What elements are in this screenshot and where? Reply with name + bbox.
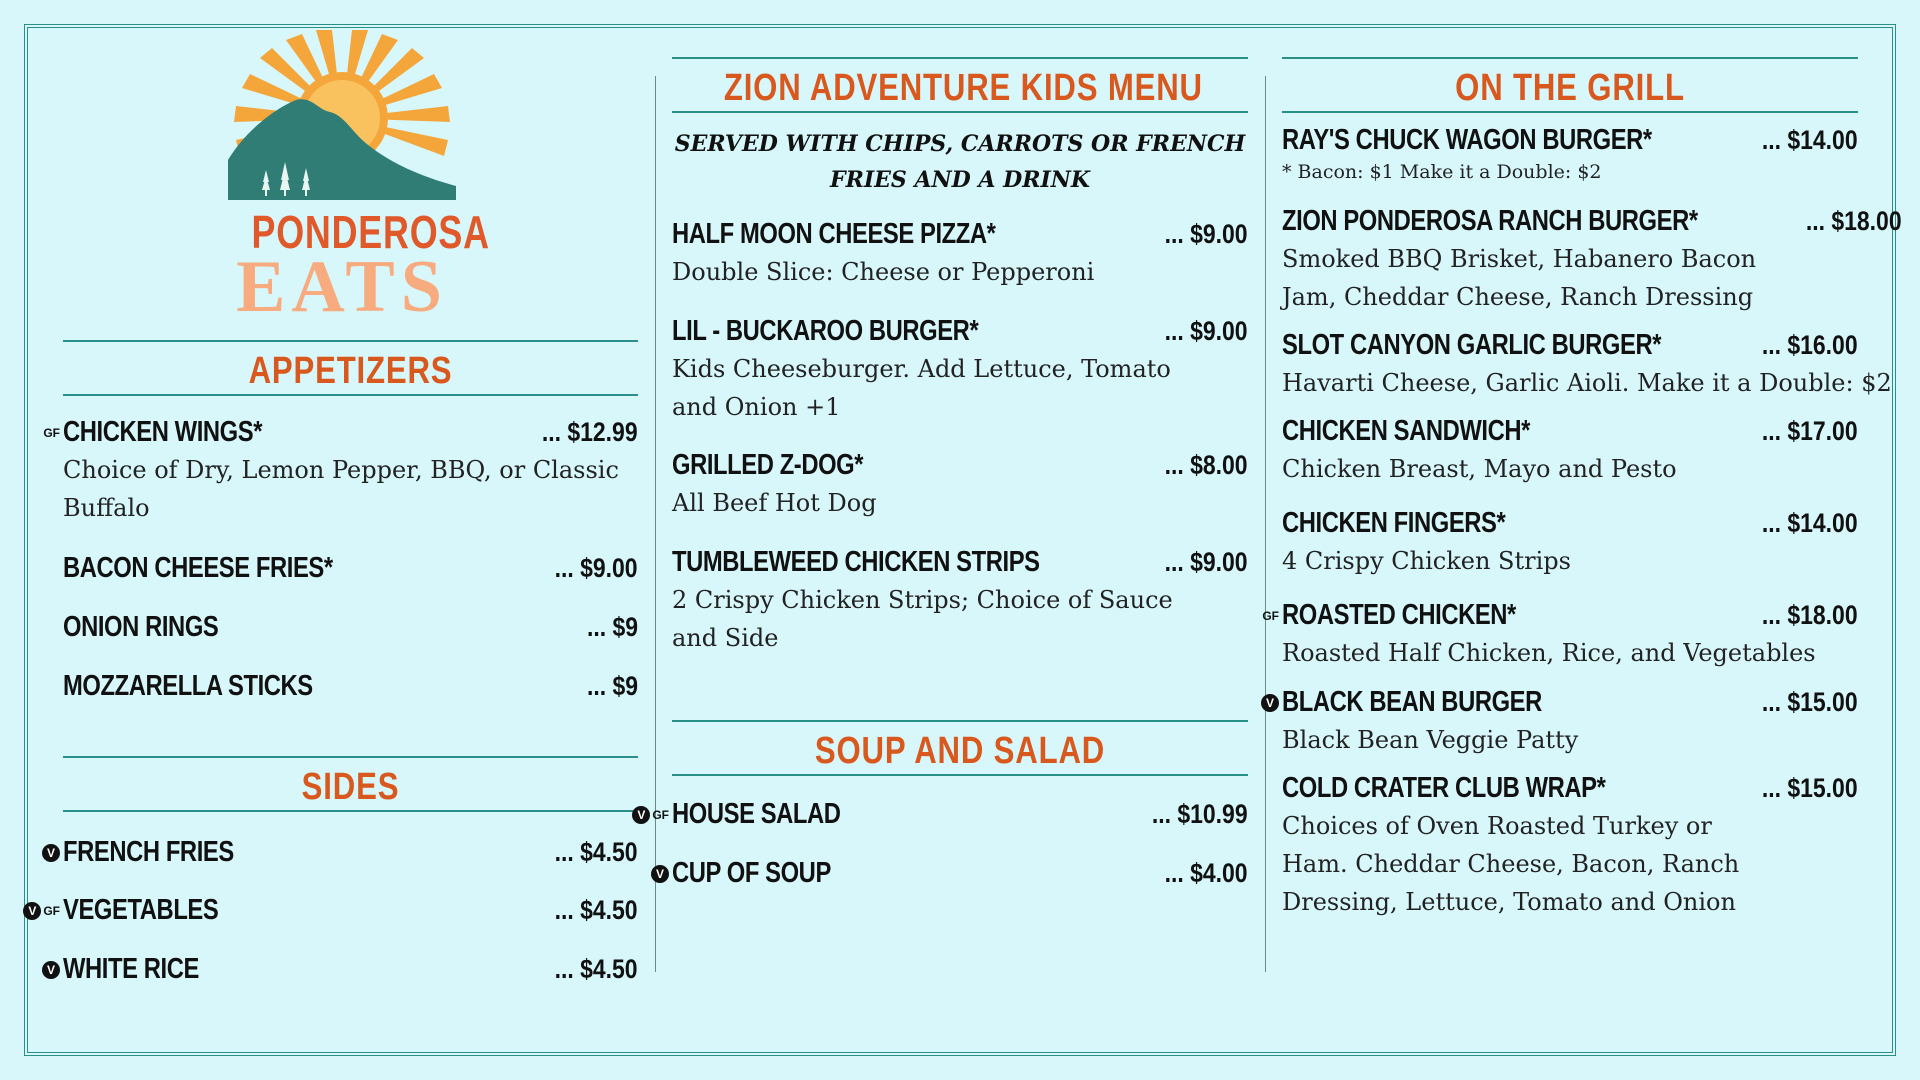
item-description: Kids Cheeseburger. Add Lettuce, Tomato and Onion +1 xyxy=(672,355,1171,421)
item-price: ... $4.50 xyxy=(555,954,638,984)
appetizer-item xyxy=(63,552,638,585)
dietary-tags xyxy=(42,961,60,979)
vegetarian-icon: V xyxy=(632,806,650,824)
kids-item xyxy=(672,218,1248,291)
kids-item xyxy=(672,315,1248,426)
gluten-free-tag: GF xyxy=(1262,608,1279,623)
grill-item xyxy=(1282,124,1858,183)
item-name: ONION RINGS xyxy=(63,611,219,643)
divider xyxy=(63,756,638,758)
item-name: FRENCH FRIES xyxy=(63,836,234,868)
soup-salad-item xyxy=(655,857,1248,890)
soup-salad-item xyxy=(637,798,1248,831)
item-description: Havarti Cheese, Garlic Aioli. Make it a Double: $2 xyxy=(1282,369,1892,397)
item-note: * Bacon: $1 Make it a Double: $2 xyxy=(1282,161,1602,183)
item-name: MOZZARELLA STICKS xyxy=(63,670,313,702)
logo-text-eats: EATS xyxy=(236,246,448,328)
vegetarian-icon: V xyxy=(42,961,60,979)
item-price: ... $17.00 xyxy=(1762,416,1858,446)
item-name: TUMBLEWEED CHICKEN STRIPS xyxy=(672,546,1040,578)
divider xyxy=(63,810,638,812)
divider xyxy=(672,774,1248,776)
vegetarian-icon: V xyxy=(651,865,669,883)
item-name: COLD CRATER CLUB WRAP* xyxy=(1282,772,1606,804)
item-description: Choice of Dry, Lemon Pepper, BBQ, or Classic Buffalo xyxy=(63,456,619,522)
item-price: ... $8.00 xyxy=(1165,450,1248,480)
sun-mountain-icon xyxy=(226,30,458,210)
item-price: ... $4.50 xyxy=(555,837,638,867)
item-price: ... $10.99 xyxy=(1152,799,1248,829)
grill-item xyxy=(1265,686,1858,759)
vegetarian-icon: V xyxy=(1261,694,1279,712)
ponderosa-eats-logo xyxy=(226,30,490,328)
appetizer-item xyxy=(43,416,638,527)
item-price: ... $12.99 xyxy=(542,417,638,447)
divider xyxy=(672,111,1248,113)
item-price: ... $15.00 xyxy=(1762,773,1858,803)
grill-item xyxy=(1282,772,1858,921)
item-name: RAY'S CHUCK WAGON BURGER* xyxy=(1282,124,1652,156)
grill-item xyxy=(1262,599,1858,672)
item-price: ... $9.00 xyxy=(1165,547,1248,577)
item-price: ... $15.00 xyxy=(1762,687,1858,717)
divider xyxy=(1282,57,1858,59)
item-name: BLACK BEAN BURGER xyxy=(1282,686,1542,718)
soup-salad-section xyxy=(672,720,1248,776)
item-price: ... $9.00 xyxy=(555,553,638,583)
vegetarian-icon: V xyxy=(42,844,60,862)
kids-menu-section xyxy=(672,57,1248,113)
grill-item xyxy=(1282,205,1902,316)
gluten-free-tag: GF xyxy=(652,807,669,822)
item-price: ... $4.50 xyxy=(555,895,638,925)
item-price: ... $9.00 xyxy=(1165,219,1248,249)
appetizer-item xyxy=(63,670,638,703)
item-name: CHICKEN WINGS* xyxy=(63,416,263,448)
item-price: ... $18.00 xyxy=(1762,600,1858,630)
item-description: Choices of Oven Roasted Turkey or Ham. Cheddar Cheese, Bacon, Ranch Dressing, Lettuce, Tomato and Onion xyxy=(1282,812,1740,916)
item-name: HOUSE SALAD xyxy=(672,798,841,830)
item-description: All Beef Hot Dog xyxy=(672,489,877,517)
item-price: ... $14.00 xyxy=(1762,125,1858,155)
column-divider-1 xyxy=(655,76,656,972)
item-description: Smoked BBQ Brisket, Habanero Bacon Jam, Cheddar Cheese, Ranch Dressing xyxy=(1282,245,1757,311)
column-divider-2 xyxy=(1265,76,1266,972)
item-name: HALF MOON CHEESE PIZZA* xyxy=(672,218,996,250)
appetizer-item xyxy=(63,611,638,644)
divider xyxy=(63,340,638,342)
grill-item xyxy=(1282,415,1858,488)
item-description: Black Bean Veggie Patty xyxy=(1282,726,1579,754)
section-title-grill: ON THE GRILL xyxy=(1455,67,1685,109)
item-name: BACON CHEESE FRIES* xyxy=(63,552,333,584)
item-name: LIL - BUCKAROO BURGER* xyxy=(672,315,979,347)
item-price: ... $9 xyxy=(586,612,638,642)
kids-menu-subtitle: SERVED WITH CHIPS, CARROTS OR FRENCH FRIES AND A DRINK xyxy=(674,131,1246,193)
grill-section xyxy=(1282,57,1858,113)
appetizers-section xyxy=(63,340,638,396)
item-price: ... $9 xyxy=(586,671,638,701)
item-description: 4 Crispy Chicken Strips xyxy=(1282,547,1571,575)
dietary-tags xyxy=(23,902,60,920)
section-title-soup-salad: SOUP AND SALAD xyxy=(814,730,1106,772)
vegetarian-icon: V xyxy=(23,902,41,920)
item-name: SLOT CANYON GARLIC BURGER* xyxy=(1282,329,1662,361)
divider xyxy=(672,57,1248,59)
gluten-free-tag: GF xyxy=(43,903,60,918)
item-name: VEGETABLES xyxy=(63,894,219,926)
item-name: WHITE RICE xyxy=(63,953,199,985)
item-name: GRILLED Z-DOG* xyxy=(672,449,864,481)
side-item xyxy=(46,953,638,986)
item-description: 2 Crispy Chicken Strips; Choice of Sauce and Side xyxy=(672,586,1173,652)
item-name: CHICKEN FINGERS* xyxy=(1282,507,1506,539)
kids-item xyxy=(672,546,1248,657)
divider xyxy=(1282,111,1858,113)
kids-item xyxy=(672,449,1248,522)
item-description: Chicken Breast, Mayo and Pesto xyxy=(1282,455,1677,483)
item-name: CUP OF SOUP xyxy=(672,857,831,889)
item-price: ... $14.00 xyxy=(1762,508,1858,538)
item-description: Roasted Half Chicken, Rice, and Vegetables xyxy=(1282,639,1816,667)
item-price: ... $9.00 xyxy=(1165,316,1248,346)
item-price: ... $4.00 xyxy=(1165,858,1248,888)
dietary-tags xyxy=(42,844,60,862)
section-title-kids-menu: ZION ADVENTURE KIDS MENU xyxy=(723,67,1203,109)
side-item xyxy=(28,894,638,927)
dietary-tags xyxy=(43,426,60,440)
gluten-free-tag: GF xyxy=(43,425,60,440)
grill-item xyxy=(1282,329,1892,402)
section-title-appetizers: APPETIZERS xyxy=(248,350,453,392)
logo-text-ponderosa: PONDEROSA xyxy=(251,206,490,258)
grill-item xyxy=(1282,507,1858,580)
dietary-tags xyxy=(1261,694,1279,712)
item-description: Double Slice: Cheese or Pepperoni xyxy=(672,258,1095,286)
item-name: ZION PONDEROSA RANCH BURGER* xyxy=(1282,205,1698,237)
item-price: ... $16.00 xyxy=(1762,330,1858,360)
dietary-tags xyxy=(1262,609,1279,623)
section-title-sides: SIDES xyxy=(301,766,400,808)
item-name: CHICKEN SANDWICH* xyxy=(1282,415,1531,447)
dietary-tags xyxy=(651,865,669,883)
item-name: ROASTED CHICKEN* xyxy=(1282,599,1516,631)
divider xyxy=(672,720,1248,722)
sides-section xyxy=(63,756,638,812)
side-item xyxy=(46,836,638,869)
dietary-tags xyxy=(632,806,669,824)
item-price: ... $18.00 xyxy=(1805,206,1902,236)
divider xyxy=(63,394,638,396)
